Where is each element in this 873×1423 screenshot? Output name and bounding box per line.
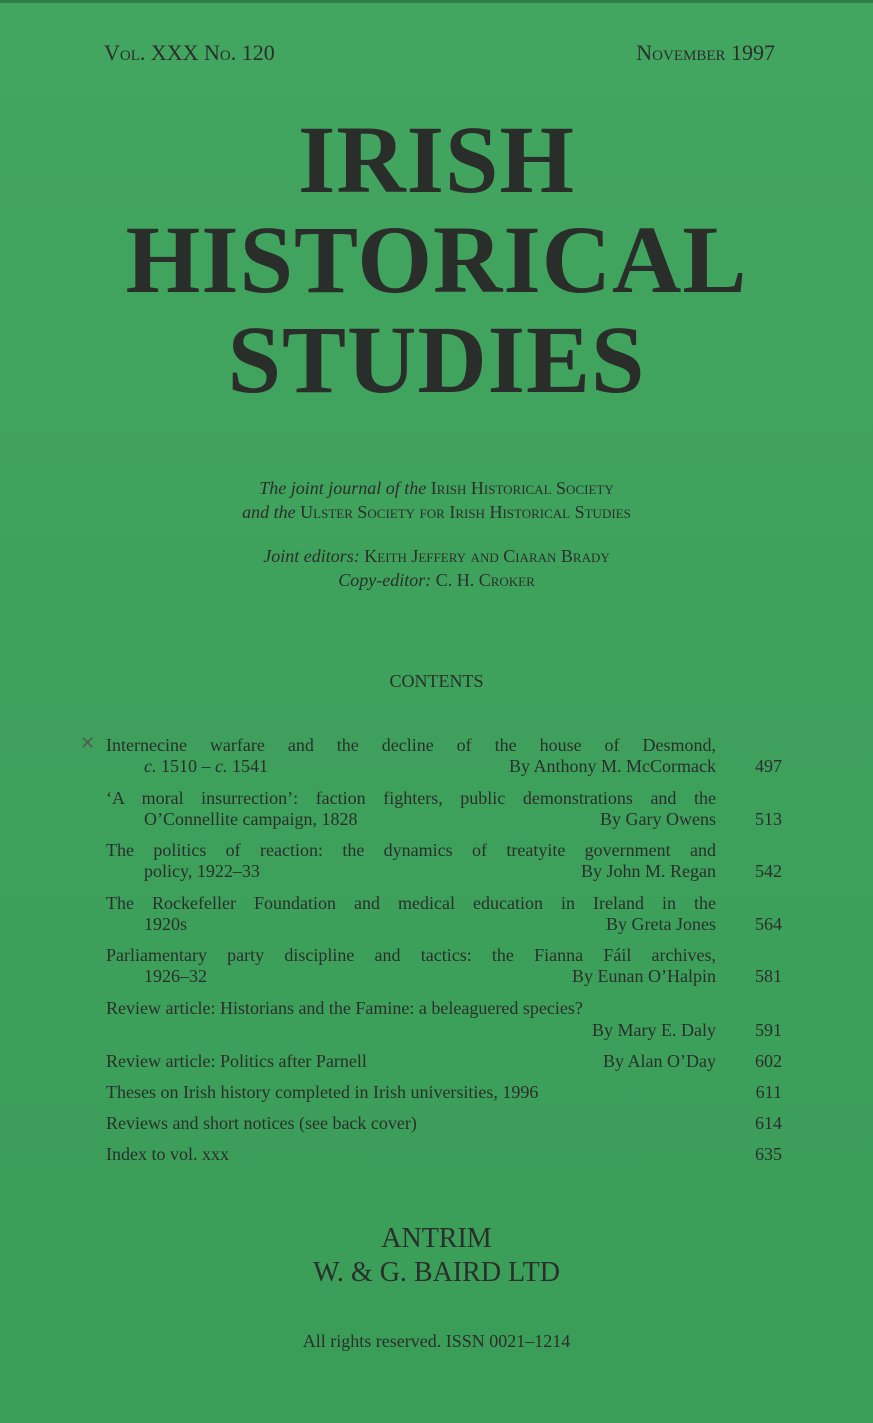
society-2: Ulster Society for Irish Historical Studies [300, 502, 631, 522]
joint-prefix-1: The joint journal of the [259, 478, 427, 498]
joint-editors-label: Joint editors: [263, 546, 360, 566]
toc-page: 602 [755, 1051, 782, 1071]
rights-issn: All rights reserved. ISSN 0021–1214 [302, 1331, 571, 1351]
toc-line-1 [106, 1051, 782, 1073]
toc-author: By Alan O’Day [603, 1051, 716, 1071]
toc-line-2 [106, 1020, 782, 1042]
toc-author: By Gary Owens [600, 809, 716, 829]
toc-page: 611 [755, 1082, 782, 1102]
toc-line-1 [106, 1113, 782, 1135]
toc-line-1 [106, 1082, 782, 1104]
toc-title: The Rockefeller Foundation and medical education in Ireland in the [106, 893, 716, 913]
copy-editor-label: Copy-editor: [338, 570, 432, 590]
pencil-mark-icon: ✕ [80, 733, 96, 753]
title-line-1: IRISH [297, 106, 576, 213]
toc-entry [106, 840, 782, 883]
toc-title: Internecine warfare and the decline of the house of Desmond, [106, 735, 716, 755]
toc-title-continued: O’Connellite campaign, 1828 [144, 809, 358, 829]
publisher-name: W. & G. BAIRD LTD [313, 1257, 560, 1288]
toc-page: 564 [755, 914, 782, 934]
toc-line-2 [106, 809, 782, 831]
toc-title: Review article: Politics after Parnell [106, 1051, 367, 1071]
year-end: 1541 [227, 756, 268, 776]
toc-title: ‘A moral insurrection’: faction fighters, public demonstrations and the [106, 788, 716, 808]
toc-page: 542 [755, 861, 782, 881]
society-1: Irish Historical Society [430, 478, 614, 498]
toc-title: Parliamentary party discipline and tactics: the Fianna Fáil archives, [106, 945, 716, 965]
toc-author: By Eunan O’Halpin [572, 966, 716, 986]
toc-entry [106, 1051, 782, 1073]
toc-entry [106, 1113, 782, 1135]
toc-line-2 [106, 861, 782, 883]
joint-editors [0, 546, 873, 567]
toc-author: By John M. Regan [581, 861, 716, 881]
toc-entry [106, 945, 782, 988]
copy-editor [0, 570, 873, 591]
toc-line-1 [106, 998, 782, 1020]
toc-line-2 [106, 966, 782, 988]
toc-author: By Anthony M. McCormack [509, 756, 716, 776]
toc-title-continued: 1920s [144, 914, 188, 934]
toc-title-continued [144, 756, 268, 777]
issue-date: November 1997 [636, 40, 775, 65]
title-line-3: STUDIES [227, 306, 646, 413]
toc-title: Theses on Irish history completed in Irish universities, 1996 [106, 1082, 539, 1102]
toc-title-continued: 1926–32 [144, 966, 207, 986]
toc-entry [106, 998, 782, 1042]
copy-editor-name: C. H. Croker [435, 570, 535, 590]
contents-heading: CONTENTS [389, 671, 484, 691]
toc-entry [80, 733, 782, 778]
joint-journal-line-2 [0, 502, 873, 523]
toc-author: By Mary E. Daly [592, 1020, 716, 1040]
toc-title: Reviews and short notices (see back cover) [106, 1113, 417, 1133]
toc-title: The politics of reaction: the dynamics of treatyite government and [106, 840, 716, 860]
toc-line-2 [106, 756, 782, 778]
toc-page: 581 [755, 966, 782, 986]
toc-author: By Greta Jones [606, 914, 716, 934]
toc-title-continued: policy, 1922–33 [144, 861, 260, 881]
volume-number: Vol. XXX No. 120 [104, 40, 275, 65]
toc-entry [106, 1144, 782, 1166]
toc-entry [106, 893, 782, 936]
toc-page: 591 [755, 1020, 782, 1040]
toc-line-2 [106, 914, 782, 936]
top-edge [0, 0, 873, 3]
circa-2: c. [215, 756, 228, 776]
circa-1: c. [144, 756, 157, 776]
title-line-2: HISTORICAL [125, 206, 748, 313]
toc-line-1 [106, 1144, 782, 1166]
toc-page: 497 [755, 756, 782, 776]
toc-page: 614 [755, 1113, 782, 1133]
joint-editors-names: Keith Jeffery and Ciaran Brady [364, 546, 610, 566]
toc-entry [106, 1082, 782, 1104]
toc-title: Index to vol. xxx [106, 1144, 229, 1164]
toc-title: Review article: Historians and the Famine: a beleaguered species? [106, 998, 583, 1018]
joint-prefix-2: and the [242, 502, 296, 522]
toc-entry [106, 788, 782, 831]
toc-page: 513 [755, 809, 782, 829]
joint-journal-line-1 [0, 478, 873, 499]
publisher-place: ANTRIM [381, 1223, 492, 1254]
toc-page: 635 [755, 1144, 782, 1164]
year-start: 1510 – [161, 756, 215, 776]
